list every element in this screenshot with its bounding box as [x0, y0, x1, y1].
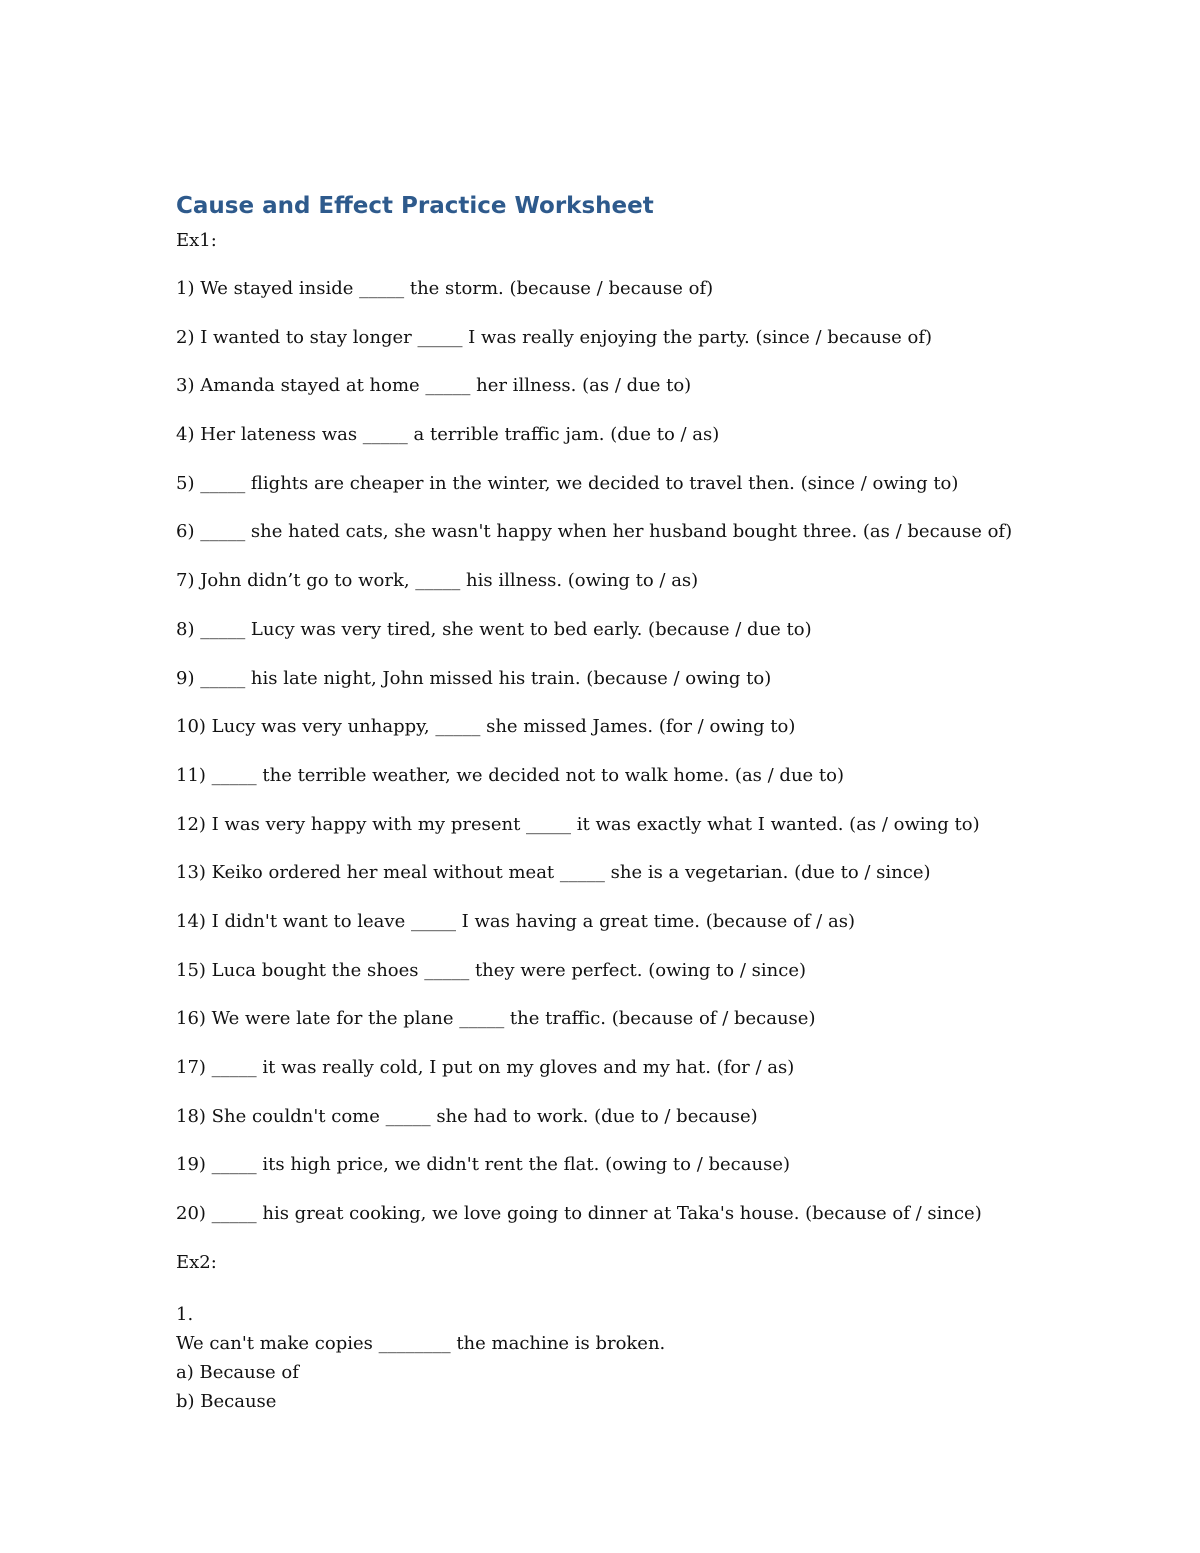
- question-9: 9) _____ his late night, John missed his train. (because / owing to): [176, 667, 772, 689]
- exercise-2-question-number: 1.: [176, 1303, 194, 1325]
- exercise-2-question-sentence: We can't make copies ________ the machine is broken.: [176, 1332, 666, 1354]
- question-17: 17) _____ it was really cold, I put on my gloves and my hat. (for / as): [176, 1057, 795, 1078]
- question-20: 20) _____ his great cooking, we love going to dinner at Taka's house. (because of / since): [176, 1203, 982, 1225]
- question-10: 10) Lucy was very unhappy, _____ she missed James. (for / owing to): [176, 716, 796, 738]
- exercise-1-questions: [176, 278, 1076, 1225]
- question-13: 13) Keiko ordered her meal without meat _____ she is a vegetarian. (due to / since): [176, 862, 931, 884]
- question-14: 14) I didn't want to leave _____ I was having a great time. (because of / as): [176, 910, 855, 932]
- question-7: 7) John didn’t go to work, _____ his illness. (owing to / as): [176, 570, 699, 592]
- question-19: 19) _____ its high price, we didn't rent the flat. (owing to / because): [176, 1154, 790, 1176]
- question-16: 16) We were late for the plane _____ the traffic. (because of / because): [176, 1008, 816, 1030]
- worksheet-title: Cause and Effect Practice Worksheet: [176, 193, 654, 219]
- question-11: 11) _____ the terrible weather, we decided not to walk home. (as / due to): [176, 764, 845, 786]
- question-3: 3) Amanda stayed at home _____ her illness. (as / due to): [176, 375, 692, 397]
- question-2: 2) I wanted to stay longer _____ I was really enjoying the party. (since / because of): [176, 326, 933, 348]
- exercise-2-option-a: a) Because of: [176, 1361, 299, 1383]
- exercise-2-label: Ex2:: [176, 1251, 217, 1273]
- question-6: 6) _____ she hated cats, she wasn't happy when her husband bought three. (as / because of): [176, 521, 1013, 543]
- exercise-2-option-b: b) Because: [176, 1390, 277, 1412]
- exercise-1-label: Ex1:: [176, 230, 217, 251]
- worksheet-content: [176, 190, 1076, 1416]
- question-15: 15) Luca bought the shoes _____ they were perfect. (owing to / since): [176, 959, 806, 981]
- question-18: 18) She couldn't come _____ she had to work. (due to / because): [176, 1105, 758, 1127]
- exercise-2-question-1: [176, 1300, 1076, 1416]
- question-4: 4) Her lateness was _____ a terrible traffic jam. (due to / as): [176, 424, 720, 446]
- question-1: 1) We stayed inside _____ the storm. (because / because of): [176, 278, 714, 299]
- question-5: 5) _____ flights are cheaper in the winter, we decided to travel then. (since / owing to): [176, 472, 959, 494]
- question-12: 12) I was very happy with my present _____ it was exactly what I wanted. (as / owing to): [176, 813, 980, 835]
- question-8: 8) _____ Lucy was very tired, she went to bed early. (because / due to): [176, 618, 812, 640]
